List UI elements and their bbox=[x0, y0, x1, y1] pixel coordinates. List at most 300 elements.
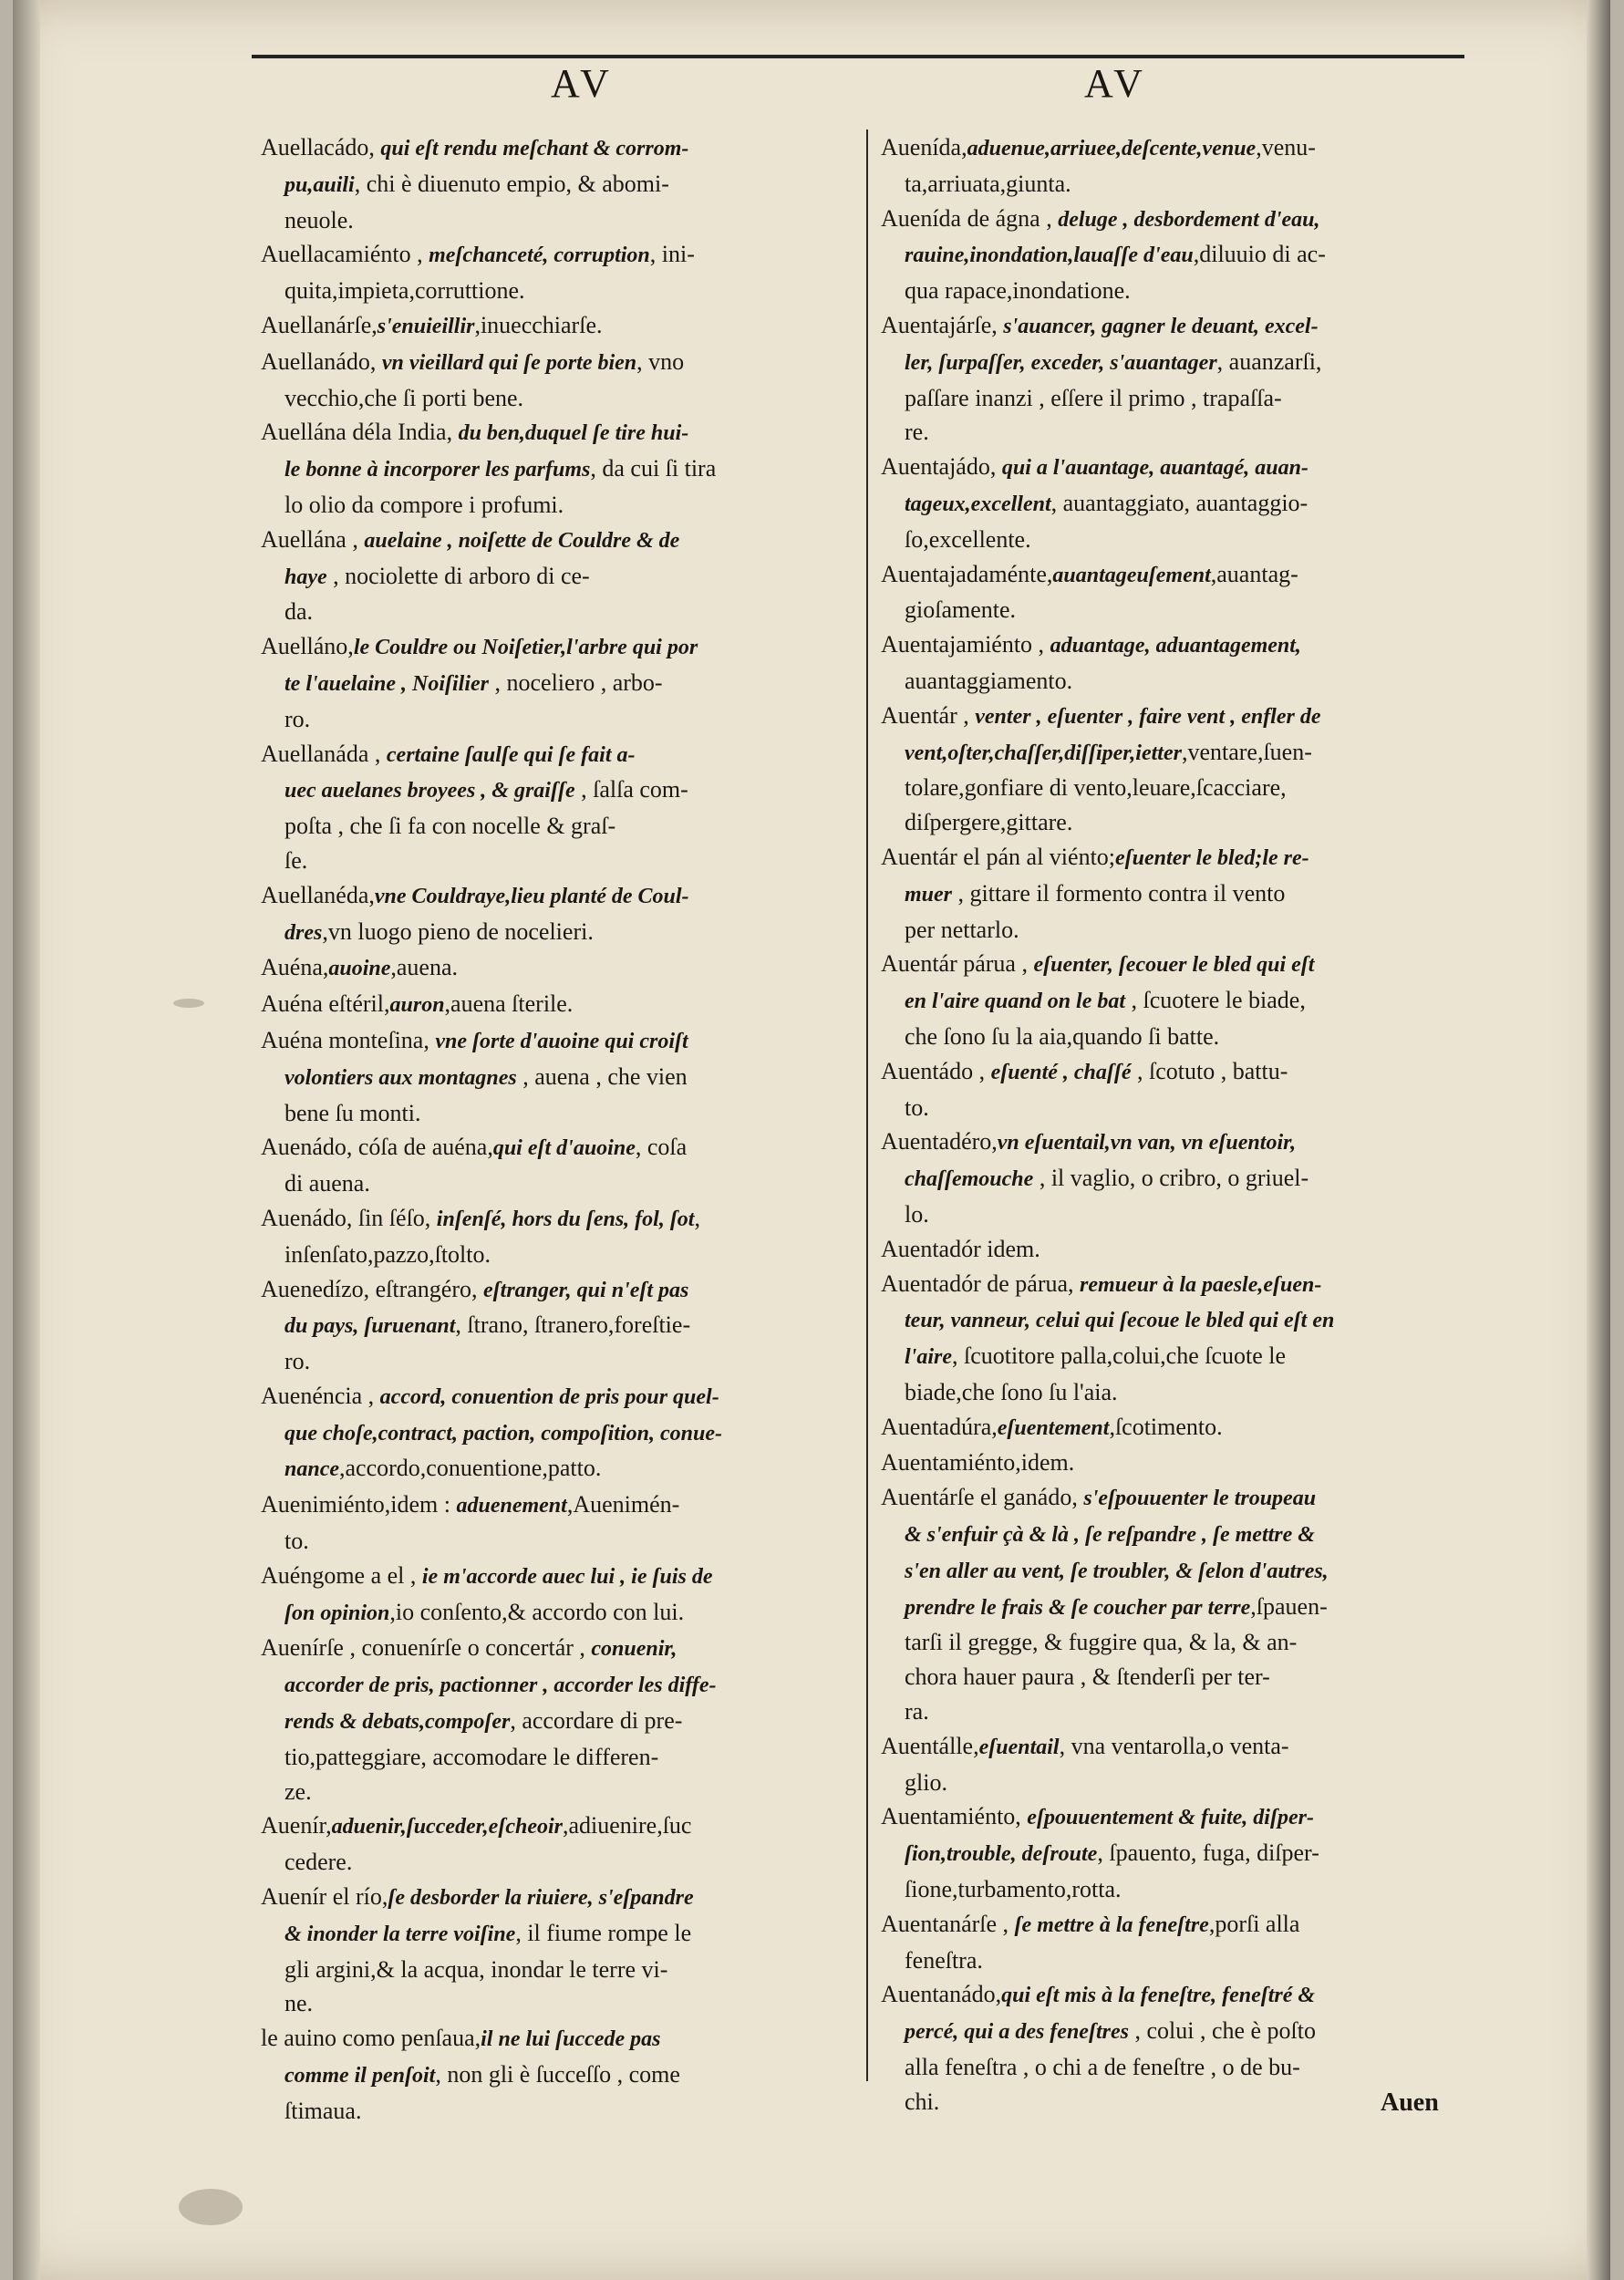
dictionary-entry bbox=[261, 987, 841, 1023]
french-gloss: rends & debats,compoſer bbox=[284, 1710, 511, 1735]
italian-gloss: ta,arriuata,giunta. bbox=[905, 170, 1071, 197]
headword: Auéna, bbox=[261, 954, 329, 981]
entry-line bbox=[261, 987, 841, 1023]
italian-gloss: chora hauer paura , & ſtenderſi per ter- bbox=[905, 1663, 1270, 1691]
entry-line bbox=[881, 557, 1463, 594]
entry-line bbox=[881, 983, 1463, 1020]
left-column bbox=[261, 130, 841, 2129]
entry-line bbox=[881, 699, 1463, 735]
headword: Auentadéro, bbox=[881, 1128, 998, 1156]
headword: Auentajádo, bbox=[881, 453, 1002, 481]
dictionary-entry bbox=[261, 308, 841, 345]
dictionary-entry bbox=[881, 699, 1463, 840]
headword: Auenádo, ſin ſéſo, bbox=[261, 1204, 437, 1231]
gutter-shadow bbox=[13, 0, 40, 2280]
headword: Auentadór idem. bbox=[881, 1235, 1040, 1262]
entry-line bbox=[881, 1124, 1463, 1161]
entry-line bbox=[261, 1524, 841, 1559]
french-gloss: pu,auili bbox=[284, 172, 355, 197]
headword: Auentár , bbox=[881, 701, 976, 729]
entry-line bbox=[881, 1660, 1463, 1694]
headword: Auentamiénto, bbox=[881, 1803, 1028, 1830]
entry-line bbox=[261, 345, 841, 381]
italian-gloss: ,accordo,conuentione,patto. bbox=[339, 1455, 602, 1482]
entry-line bbox=[881, 1375, 1463, 1410]
headword: Auenírſe , conuenírſe o concertár , bbox=[261, 1634, 592, 1662]
entry-line bbox=[881, 1872, 1463, 1907]
italian-gloss: ,Auenimén- bbox=[566, 1491, 680, 1518]
french-gloss: eſuentement bbox=[997, 1415, 1110, 1440]
dictionary-entry bbox=[881, 1054, 1463, 1125]
headword: Auenedízo, eſtrangéro, bbox=[261, 1275, 484, 1302]
french-gloss: s'auancer, gagner le deuant, excel- bbox=[1003, 314, 1319, 338]
italian-gloss: vecchio,che ſi porti bene. bbox=[284, 384, 524, 411]
dictionary-entry bbox=[881, 840, 1463, 947]
headword: Auéna monteſina, bbox=[261, 1026, 436, 1053]
entry-line bbox=[261, 809, 841, 844]
italian-gloss: ,porſi alla bbox=[1208, 1910, 1300, 1937]
dictionary-entry bbox=[261, 1880, 841, 2021]
french-gloss: inſenſé, hors du ſens, fol, ſot bbox=[436, 1207, 695, 1231]
headword: Auentajárſe, bbox=[881, 311, 1004, 338]
italian-gloss: ,ſcotimento. bbox=[1109, 1413, 1223, 1440]
italian-gloss: paſſare inanzi , eſſere il primo , trapaſſa- bbox=[905, 384, 1282, 411]
headword: Auellanárſe, bbox=[261, 311, 378, 338]
entry-line bbox=[261, 1415, 841, 1452]
dictionary-entry bbox=[881, 1907, 1463, 1978]
entry-line bbox=[261, 629, 841, 666]
stain-mark bbox=[179, 2189, 243, 2225]
french-gloss: aduenement bbox=[456, 1494, 567, 1518]
entry-line bbox=[881, 130, 1463, 167]
french-gloss: vne ſorte d'auoine qui croiſt bbox=[435, 1029, 688, 1053]
italian-gloss: gioſamente. bbox=[905, 596, 1017, 624]
italian-gloss: chi. bbox=[905, 2088, 940, 2115]
entry-line bbox=[261, 878, 841, 915]
italian-gloss: neuole. bbox=[284, 206, 354, 233]
entry-line bbox=[261, 1166, 841, 1201]
dictionary-entry bbox=[261, 1631, 841, 1808]
entry-line bbox=[261, 1559, 841, 1595]
french-gloss: accorder de pris, pactionner , accorder les diffe- bbox=[284, 1674, 717, 1698]
entry-line bbox=[881, 1232, 1463, 1267]
italian-gloss: , ſcotuto , battu- bbox=[1131, 1057, 1288, 1084]
french-gloss: venter , eſuenter , faire vent , enfler de bbox=[975, 704, 1321, 729]
entry-line bbox=[881, 947, 1463, 983]
french-gloss: ſe desborder la riuiere, s'eſpandre bbox=[388, 1886, 694, 1911]
italian-gloss: , il fiume rompe le bbox=[515, 1919, 692, 1946]
italian-gloss: ne. bbox=[284, 1990, 314, 2017]
entry-line bbox=[261, 1130, 841, 1166]
italian-gloss: to. bbox=[905, 1093, 929, 1121]
dictionary-entry bbox=[261, 2021, 841, 2128]
italian-gloss: , bbox=[694, 1204, 700, 1231]
headword: Auenádo, cóſa de auéna, bbox=[261, 1134, 493, 1161]
italian-gloss: , accordare di pre- bbox=[510, 1707, 683, 1735]
entry-line bbox=[261, 2021, 841, 2057]
entry-line bbox=[261, 1096, 841, 1131]
dictionary-entry bbox=[881, 557, 1463, 628]
entry-line bbox=[261, 1308, 841, 1344]
french-gloss: que choſe,contract, paction, compoſition, conue- bbox=[284, 1421, 722, 1446]
dictionary-entry bbox=[261, 415, 841, 522]
entry-line bbox=[881, 1836, 1463, 1872]
italian-gloss: , il vaglio, o cribro, o griuel- bbox=[1033, 1165, 1309, 1192]
italian-gloss: , gittare il formento contra il vento bbox=[952, 879, 1286, 907]
italian-gloss: , ſalſa com- bbox=[574, 776, 688, 803]
dictionary-entry bbox=[881, 308, 1463, 450]
french-gloss: s'en aller au vent, ſe troubler, & ſelon d'autres, bbox=[905, 1559, 1329, 1583]
italian-gloss: auantaggiamento. bbox=[905, 667, 1073, 694]
italian-gloss: ſtimaua. bbox=[284, 2097, 362, 2124]
entry-line bbox=[881, 840, 1463, 876]
dictionary-entry bbox=[261, 1023, 841, 1130]
headword: le auino como penſaua, bbox=[261, 2025, 481, 2052]
italian-gloss: , da cui ſi tira bbox=[590, 455, 717, 482]
french-gloss: muer bbox=[905, 882, 953, 907]
french-gloss: ie m'accorde auec lui , ie ſuis de bbox=[421, 1564, 713, 1589]
header-rule bbox=[252, 55, 1464, 58]
italian-gloss: , colui , che è poſto bbox=[1128, 2017, 1317, 2045]
italian-gloss: bene ſu monti. bbox=[284, 1099, 421, 1126]
headword: Auellacádo, bbox=[261, 134, 381, 161]
dictionary-entry bbox=[261, 1130, 841, 1201]
italian-gloss: ,diluuio di ac- bbox=[1193, 241, 1326, 268]
entry-line bbox=[261, 415, 841, 451]
dictionary-entry bbox=[261, 1559, 841, 1632]
dictionary-entry bbox=[261, 237, 841, 308]
entry-line bbox=[881, 1729, 1463, 1766]
catchword: Auen bbox=[1381, 2088, 1439, 2117]
entry-line bbox=[261, 915, 841, 951]
entry-line bbox=[261, 702, 841, 737]
entry-line bbox=[881, 308, 1463, 345]
entry-line bbox=[881, 593, 1463, 627]
entry-line bbox=[881, 1943, 1463, 1978]
italian-gloss: ro. bbox=[284, 705, 311, 732]
italian-gloss: ,ventare,ſuen- bbox=[1181, 738, 1312, 765]
italian-gloss: cedere. bbox=[284, 1849, 353, 1876]
entry-line bbox=[881, 1267, 1463, 1303]
entry-line bbox=[261, 1631, 841, 1667]
french-gloss: percé, qui a des feneſtres bbox=[905, 2020, 1129, 2045]
french-gloss: eſuenté , chaſſé bbox=[990, 1060, 1132, 1084]
entry-line bbox=[261, 488, 841, 523]
running-header-right: AV bbox=[1084, 61, 1148, 106]
italian-gloss: ,inuecchiarſe. bbox=[474, 311, 603, 338]
french-gloss: ler, ſurpaſſer, exceder, s'auantager bbox=[905, 350, 1217, 375]
entry-line bbox=[881, 1480, 1463, 1517]
book-page bbox=[13, 0, 1610, 2280]
french-gloss: auron bbox=[389, 993, 445, 1018]
italian-gloss: ,adiuenire,ſuc bbox=[562, 1812, 692, 1840]
entry-line bbox=[881, 2014, 1463, 2050]
entry-line bbox=[881, 1977, 1463, 2014]
headword: Auentanárſe , bbox=[881, 1910, 1015, 1937]
italian-gloss: to. bbox=[284, 1528, 309, 1555]
italian-gloss: biade,che ſono ſu l'aia. bbox=[905, 1378, 1118, 1405]
entry-line bbox=[261, 1775, 841, 1809]
italian-gloss: , ſpauento, fuga, diſper- bbox=[1097, 1840, 1319, 1867]
french-gloss: vn vieillard qui ſe porte bien bbox=[381, 350, 637, 375]
french-gloss: il ne lui ſuccede pas bbox=[481, 2027, 661, 2052]
dictionary-entry bbox=[881, 1729, 1463, 1800]
italian-gloss: di auena. bbox=[284, 1170, 370, 1197]
italian-gloss: feneſtra. bbox=[905, 1946, 983, 1974]
entry-line bbox=[261, 1916, 841, 1953]
french-gloss: deluge , desbordement d'eau, bbox=[1058, 207, 1320, 232]
french-gloss: remueur à la paesle,eſuen- bbox=[1080, 1272, 1322, 1297]
french-gloss: s'eſpouuenter le troupeau bbox=[1083, 1487, 1317, 1511]
french-gloss: teur, vanneur, celui qui ſecoue le bled qui eſt en bbox=[905, 1309, 1335, 1333]
entry-line bbox=[881, 1590, 1463, 1626]
headword: Auenída de ágna , bbox=[881, 204, 1059, 232]
dictionary-entry bbox=[881, 1480, 1463, 1729]
entry-line bbox=[261, 1845, 841, 1880]
headword: Auenéncia , bbox=[261, 1382, 380, 1409]
italian-gloss: quita,impieta,corruttione. bbox=[284, 277, 525, 305]
headword: Auenír, bbox=[261, 1812, 332, 1840]
french-gloss: qui a l'auantage, auantagé, auan- bbox=[1001, 456, 1309, 481]
entry-line bbox=[261, 1880, 841, 1916]
entry-line bbox=[881, 1339, 1463, 1375]
french-gloss: eſtranger, qui n'eſt pas bbox=[483, 1278, 689, 1302]
entry-line bbox=[881, 1553, 1463, 1590]
entry-line bbox=[261, 130, 841, 167]
french-gloss: aduenue,arriuee,deſcente,venue bbox=[967, 137, 1257, 161]
dictionary-entry bbox=[261, 1379, 841, 1487]
dictionary-entry bbox=[261, 629, 841, 736]
french-gloss: vne Couldraye,lieu planté de Coul- bbox=[374, 884, 689, 908]
headword: Auellána déla India, bbox=[261, 419, 459, 446]
french-gloss: qui eſt rendu meſchant & corrom- bbox=[380, 137, 689, 161]
entry-line bbox=[261, 2057, 841, 2094]
italian-gloss: ſe. bbox=[284, 846, 308, 874]
italian-gloss: , non gli è ſucceſſo , come bbox=[435, 2061, 680, 2088]
entry-line bbox=[881, 486, 1463, 523]
headword: Auellacamiénto , bbox=[261, 241, 429, 268]
dictionary-entry bbox=[261, 878, 841, 951]
right-column bbox=[881, 130, 1463, 2119]
entry-line bbox=[881, 1766, 1463, 1800]
italian-gloss: , noceliero , arbo- bbox=[488, 668, 663, 696]
italian-gloss: ,io conſento,& accordo con lui. bbox=[389, 1598, 685, 1625]
french-gloss: comme il penſoit bbox=[284, 2064, 436, 2088]
entry-line bbox=[881, 664, 1463, 699]
italian-gloss: inſenſato,pazzo,ſtolto. bbox=[284, 1240, 491, 1268]
entry-line bbox=[261, 2094, 841, 2129]
french-gloss: vent,oſter,chaſſer,diſſiper,ietter bbox=[905, 741, 1182, 765]
italian-gloss: tio,patteggiare, accomodare le differen- bbox=[284, 1743, 659, 1770]
dictionary-entry bbox=[261, 1487, 841, 1559]
italian-gloss: lo olio da compore i profumi. bbox=[284, 491, 564, 518]
headword: Auellána , bbox=[261, 525, 365, 553]
dictionary-entry bbox=[881, 1799, 1463, 1906]
french-gloss: conuenir, bbox=[591, 1637, 678, 1662]
entry-line bbox=[261, 1238, 841, 1272]
italian-gloss: ,venu- bbox=[1256, 134, 1316, 161]
dictionary-entry bbox=[881, 1977, 1463, 2119]
entry-line bbox=[881, 1161, 1463, 1197]
entry-line bbox=[261, 274, 841, 308]
italian-gloss: ſione,turbamento,rotta. bbox=[905, 1876, 1122, 1903]
entry-line bbox=[261, 595, 841, 629]
headword: Auéna eſtéril, bbox=[261, 990, 390, 1018]
entry-line bbox=[881, 1517, 1463, 1553]
italian-gloss: ,auantag- bbox=[1210, 560, 1298, 587]
italian-gloss: ra. bbox=[905, 1698, 929, 1726]
entry-line bbox=[881, 2050, 1463, 2085]
italian-gloss: , auantaggiato, auantaggio- bbox=[1050, 489, 1309, 516]
french-gloss: ſion,trouble, deſroute bbox=[905, 1842, 1098, 1867]
dictionary-entry bbox=[881, 1232, 1463, 1267]
dictionary-entry bbox=[881, 627, 1463, 699]
italian-gloss: , ini- bbox=[649, 241, 695, 268]
entry-line bbox=[261, 167, 841, 203]
french-gloss: du pays, ſuruenant bbox=[284, 1314, 456, 1339]
dictionary-entry bbox=[881, 947, 1463, 1053]
entry-line bbox=[261, 203, 841, 238]
french-gloss: volontiers aux montagnes bbox=[284, 1065, 517, 1090]
dictionary-entry bbox=[881, 202, 1463, 308]
french-gloss: en l'aire quand on le bat bbox=[905, 990, 1126, 1014]
dictionary-entry bbox=[881, 130, 1463, 202]
entry-line bbox=[261, 844, 841, 878]
entry-line bbox=[261, 1986, 841, 2021]
entry-line bbox=[881, 1799, 1463, 1836]
italian-gloss: poſta , che ſi fa con nocelle & graſ- bbox=[284, 813, 616, 840]
french-gloss: tageux,excellent bbox=[905, 492, 1051, 516]
entry-line bbox=[261, 1451, 841, 1487]
french-gloss: aduenir,ſucceder,eſcheoir bbox=[331, 1815, 563, 1840]
french-gloss: dres bbox=[284, 920, 323, 945]
entry-line bbox=[881, 876, 1463, 913]
headword: Auelláno, bbox=[261, 633, 354, 660]
entry-line bbox=[261, 1667, 841, 1704]
headword: Auentár párua , bbox=[881, 950, 1034, 978]
french-gloss: auoine bbox=[328, 957, 391, 981]
dictionary-entry bbox=[881, 450, 1463, 556]
headword: Auentanádo, bbox=[881, 1981, 1002, 2008]
headword: Auentadúra, bbox=[881, 1413, 998, 1440]
italian-gloss: , ſcuotitore palla,colui,che ſcuote le bbox=[952, 1342, 1287, 1370]
entry-line bbox=[881, 1694, 1463, 1729]
french-gloss: aduantage, aduantagement, bbox=[1050, 634, 1301, 658]
entry-line bbox=[881, 381, 1463, 416]
italian-gloss: , auanzarſi, bbox=[1216, 347, 1322, 375]
french-gloss: ſe mettre à la feneſtre bbox=[1014, 1912, 1209, 1937]
dictionary-entry bbox=[261, 523, 841, 629]
italian-gloss: tarſi il gregge, & fuggire qua, & la, & an- bbox=[905, 1629, 1298, 1656]
entry-line bbox=[261, 523, 841, 559]
headword: Auenimiénto,idem : bbox=[261, 1491, 457, 1518]
french-gloss: qui eſt d'auoine bbox=[492, 1136, 636, 1161]
entry-line bbox=[881, 1054, 1463, 1091]
entry-line bbox=[881, 1907, 1463, 1943]
headword: Auentádo , bbox=[881, 1057, 991, 1084]
entry-line bbox=[261, 1272, 841, 1309]
entry-line bbox=[881, 1446, 1463, 1480]
italian-gloss: diſpergere,gittare. bbox=[905, 809, 1073, 836]
entry-line bbox=[261, 308, 841, 345]
dictionary-entry bbox=[261, 1201, 841, 1272]
entry-line bbox=[881, 450, 1463, 486]
dictionary-entry bbox=[261, 1808, 841, 1880]
dictionary-entry bbox=[261, 130, 841, 237]
headword: Auentajamiénto , bbox=[881, 631, 1050, 658]
italian-gloss: qua rapace,inondatione. bbox=[905, 277, 1131, 305]
french-gloss: uec auelanes broyees , & graiſſe bbox=[284, 779, 575, 803]
italian-gloss: alla feneſtra , o chi a de feneſtre , o de bu- bbox=[905, 2054, 1300, 2081]
french-gloss: accord, conuention de pris pour quel- bbox=[379, 1384, 719, 1409]
entry-line bbox=[881, 1302, 1463, 1339]
french-gloss: du ben,duquel ſe tire hui- bbox=[458, 421, 689, 446]
dictionary-entry bbox=[261, 737, 841, 878]
italian-gloss: per nettarlo. bbox=[905, 916, 1019, 943]
headword: Auenír el río, bbox=[261, 1883, 388, 1911]
entry-line bbox=[881, 1197, 1463, 1232]
italian-gloss: , chi è diuenuto empio, & abomi- bbox=[354, 170, 669, 197]
entry-line bbox=[881, 1020, 1463, 1054]
italian-gloss: , vna ventarolla,o venta- bbox=[1059, 1732, 1289, 1759]
dictionary-entry bbox=[261, 950, 841, 987]
running-header-left: AV bbox=[551, 61, 615, 106]
italian-gloss: ze. bbox=[284, 1777, 312, 1805]
entry-line bbox=[261, 1487, 841, 1524]
french-gloss: haye bbox=[284, 565, 327, 589]
italian-gloss: glio. bbox=[905, 1768, 947, 1796]
headword: Auentálle, bbox=[881, 1732, 979, 1759]
headword: Auentárſe el ganádo, bbox=[881, 1484, 1084, 1511]
entry-line bbox=[261, 1379, 841, 1415]
entry-line bbox=[261, 666, 841, 702]
entry-line bbox=[881, 237, 1463, 274]
french-gloss: certaine ſaulſe qui ſe fait a- bbox=[386, 742, 636, 767]
entry-line bbox=[261, 1344, 841, 1379]
headword: Auentamiénto,idem. bbox=[881, 1449, 1075, 1477]
entry-line bbox=[881, 1625, 1463, 1660]
italian-gloss: re. bbox=[905, 419, 929, 446]
entry-line bbox=[261, 1201, 841, 1238]
entry-line bbox=[261, 1595, 841, 1632]
entry-line bbox=[881, 523, 1463, 557]
headword: Auellanáda , bbox=[261, 740, 387, 767]
italian-gloss: ,auena ſterile. bbox=[444, 990, 574, 1018]
dictionary-entry bbox=[261, 1272, 841, 1379]
dictionary-entry bbox=[881, 1267, 1463, 1410]
entry-line bbox=[881, 771, 1463, 805]
entry-line bbox=[881, 1410, 1463, 1446]
dictionary-entry bbox=[881, 1446, 1463, 1480]
italian-gloss: , nociolette di arboro di ce- bbox=[326, 562, 590, 589]
entry-line bbox=[261, 950, 841, 987]
ink-mark bbox=[173, 999, 204, 1008]
french-gloss: & inonder la terre voiſine bbox=[284, 1922, 516, 1946]
french-gloss: & s'enfuir çà & là , ſe reſpandre , ſe mettre & bbox=[905, 1523, 1315, 1548]
entry-line bbox=[881, 345, 1463, 381]
entry-line bbox=[881, 202, 1463, 238]
dictionary-entry bbox=[261, 345, 841, 416]
italian-gloss: lo. bbox=[905, 1200, 929, 1228]
italian-gloss: tolare,gonfiare di vento,leuare,ſcacciare, bbox=[905, 774, 1287, 802]
headword: Auentajadaménte, bbox=[881, 560, 1053, 587]
french-gloss: rauine,inondation,lauaſſe d'eau bbox=[905, 244, 1194, 268]
entry-line bbox=[261, 1023, 841, 1060]
french-gloss: eſpouuentement & fuite, diſper- bbox=[1027, 1806, 1314, 1830]
italian-gloss: ſo,excellente. bbox=[905, 525, 1031, 553]
entry-line bbox=[261, 1953, 841, 1987]
french-gloss: l'aire bbox=[905, 1345, 952, 1370]
